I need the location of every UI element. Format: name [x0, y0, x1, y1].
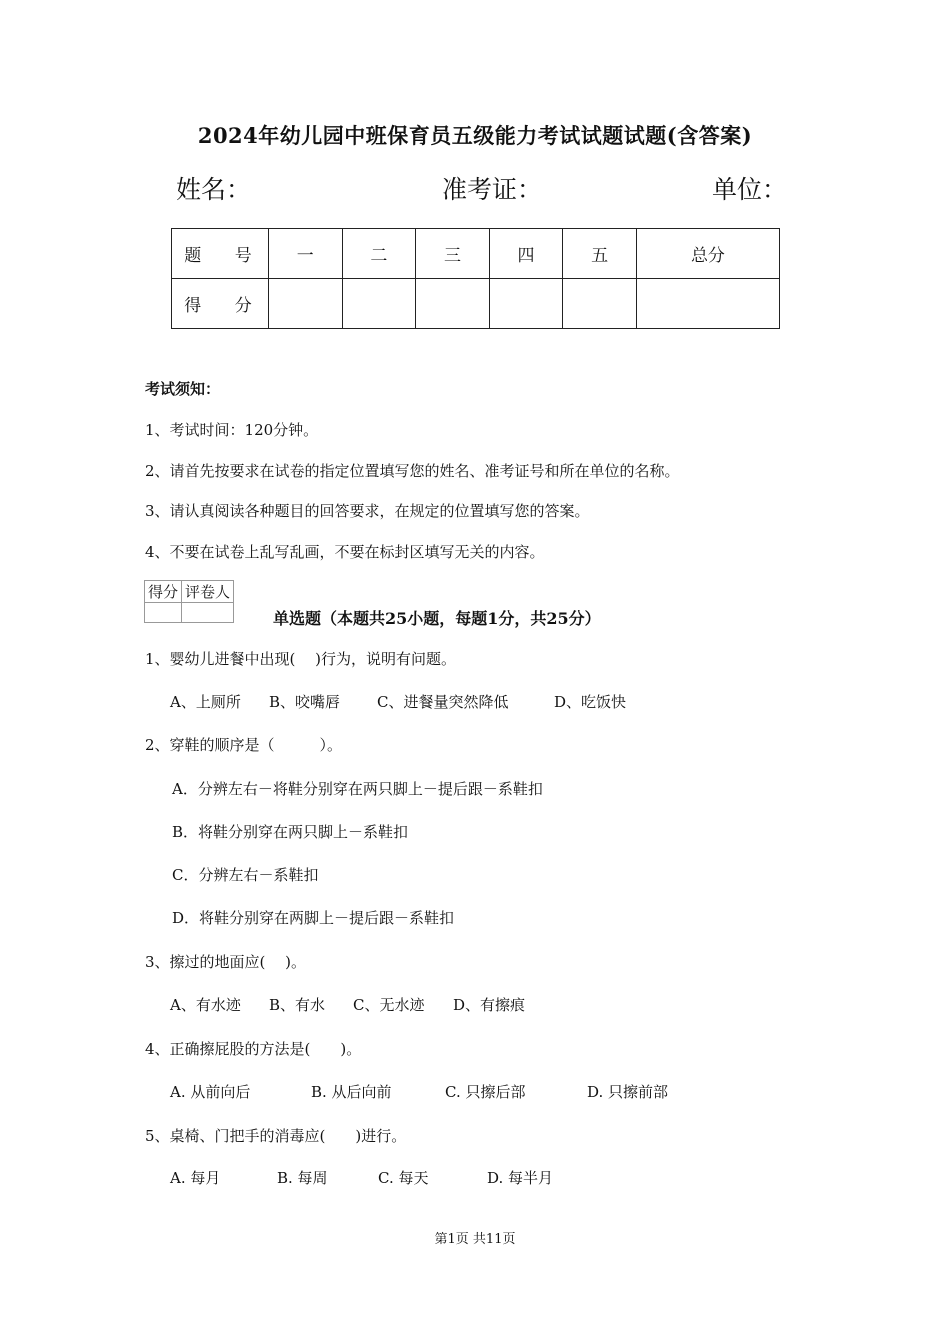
question-option: A、有水迹 — [170, 996, 241, 1014]
question-stem: 2、穿鞋的顺序是（ ）。 — [145, 736, 343, 754]
question-option: D．将鞋分别穿在两脚上－提后跟－系鞋扣 — [172, 909, 455, 927]
score-input-cell[interactable] — [269, 279, 343, 329]
question-stem: 5、桌椅、门把手的消毒应( )进行。 — [145, 1127, 407, 1145]
table-row — [145, 581, 234, 603]
score-table — [171, 228, 780, 329]
question-option: B. 从后向前 — [311, 1083, 392, 1101]
question-option: D、吃饭快 — [554, 693, 627, 711]
question-option: B、咬嘴唇 — [269, 693, 341, 711]
question-stem: 4、正确擦屁股的方法是( )。 — [145, 1040, 362, 1058]
score-input-cell[interactable] — [342, 279, 416, 329]
table-cell: 五 — [563, 229, 637, 279]
grader-score-label: 得分 — [145, 581, 182, 603]
question-option: C、进餐量突然降低 — [377, 693, 509, 711]
score-input-cell[interactable] — [636, 279, 779, 329]
score-input-cell[interactable] — [563, 279, 637, 329]
question-stem: 3、擦过的地面应( )。 — [145, 953, 307, 971]
candidate-fields — [0, 170, 950, 206]
question-option: B. 每周 — [277, 1169, 328, 1187]
grader-name-label: 评卷人 — [182, 581, 234, 603]
question-option: D、有擦痕 — [453, 996, 526, 1014]
table-cell: 题 号 — [172, 229, 269, 279]
table-row — [172, 229, 780, 279]
table-cell: 得 分 — [172, 279, 269, 329]
table-cell: 三 — [416, 229, 490, 279]
page-title: 2024年幼儿园中班保育员五级能力考试试题试题(含答案) — [197, 123, 753, 148]
notice-item: 2、请首先按要求在试卷的指定位置填写您的姓名、准考证号和所在单位的名称。 — [145, 462, 680, 480]
notice-title: 考试须知： — [145, 380, 221, 398]
question-option: A. 每月 — [170, 1169, 221, 1187]
question-option: C．分辨左右－系鞋扣 — [172, 866, 319, 884]
page-footer: 第1页 共11页 — [434, 1232, 516, 1247]
question-option: A．分辨左右－将鞋分别穿在两只脚上－提后跟－系鞋扣 — [172, 780, 543, 798]
question-option: A、上厕所 — [170, 693, 241, 711]
table-row — [145, 603, 234, 623]
section-heading: 单选题（本题共25小题，每题1分，共25分） — [273, 609, 601, 628]
notice-item: 3、请认真阅读各种题目的回答要求，在规定的位置填写您的答案。 — [145, 502, 590, 520]
question-stem: 1、婴幼儿进餐中出现( )行为，说明有问题。 — [145, 650, 457, 668]
table-cell: 一 — [269, 229, 343, 279]
table-cell: 总分 — [636, 229, 779, 279]
table-cell: 四 — [489, 229, 563, 279]
grader-score-cell[interactable] — [145, 603, 182, 623]
table-row — [172, 279, 780, 329]
table-cell: 二 — [342, 229, 416, 279]
question-option: C、无水迹 — [353, 996, 425, 1014]
grader-name-cell[interactable] — [182, 603, 234, 623]
question-option: B、有水 — [269, 996, 326, 1014]
grader-box — [144, 580, 234, 623]
score-input-cell[interactable] — [416, 279, 490, 329]
name-label: 姓名： — [176, 175, 252, 204]
score-input-cell[interactable] — [489, 279, 563, 329]
question-option: A. 从前向后 — [170, 1083, 251, 1101]
question-option: D. 只擦前部 — [587, 1083, 669, 1101]
notice-item: 1、考试时间：120分钟。 — [145, 421, 319, 439]
question-option: D. 每半月 — [487, 1169, 554, 1187]
question-option: C. 每天 — [378, 1169, 429, 1187]
notice-item: 4、不要在试卷上乱写乱画，不要在标封区填写无关的内容。 — [145, 543, 545, 561]
unit-label: 单位： — [712, 175, 788, 204]
question-option: B．将鞋分别穿在两只脚上－系鞋扣 — [172, 823, 409, 841]
exam-number-label: 准考证： — [442, 175, 543, 204]
question-option: C. 只擦后部 — [445, 1083, 526, 1101]
